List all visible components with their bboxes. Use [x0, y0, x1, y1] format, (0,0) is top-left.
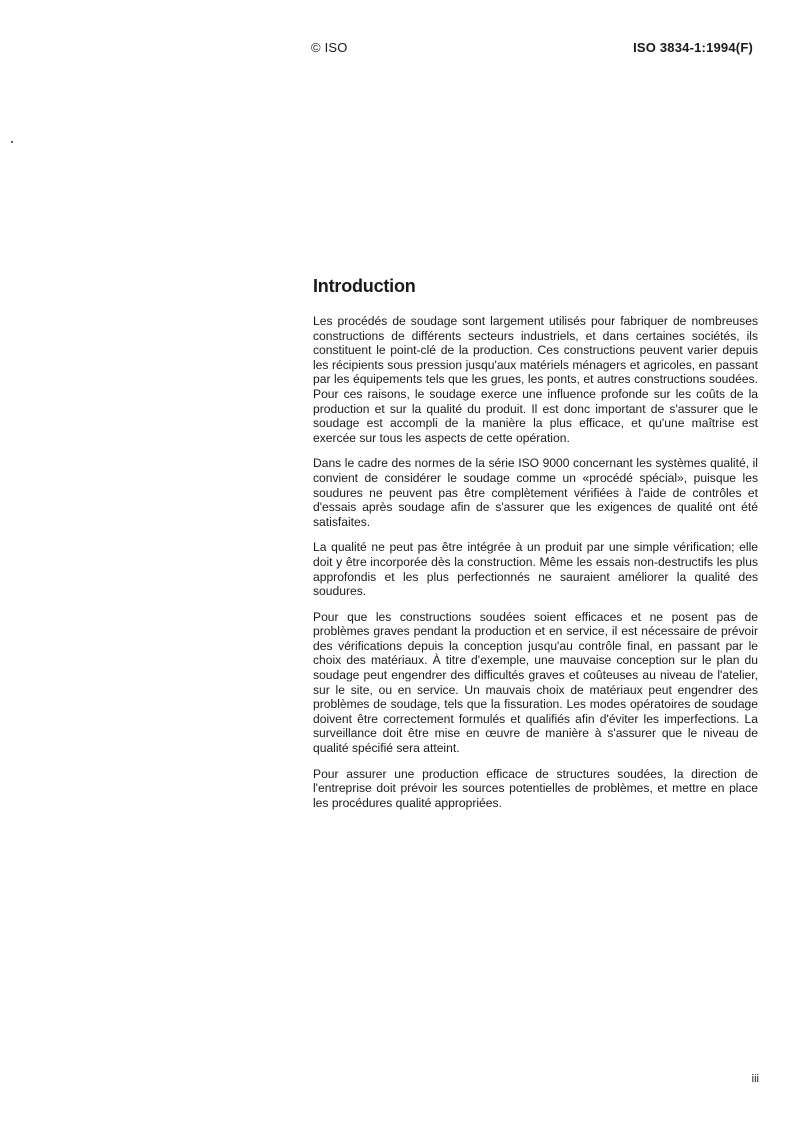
- scan-speck: [11, 141, 13, 143]
- section-title: Introduction: [313, 276, 416, 296]
- section-body: [313, 314, 758, 821]
- header-copyright: © ISO: [311, 40, 348, 55]
- paragraph-5: Pour assurer une production efficace de structures soudées, la direction de l'entreprise doit prévoir les sources potentielles de problèmes, et mettre en place les procédures qualité appropriées.: [313, 766, 758, 810]
- paragraph-3: La qualité ne peut pas être intégrée à un produit par une simple vérification; elle doit y être incorporée dès la construction. Même les essais non-destructifs les plus approfondis et les plus perfectionnés ne sauraient améliorer la qualité des soudures.: [313, 540, 758, 599]
- paragraph-4: Pour que les constructions soudées soient efficaces et ne posent pas de problèmes graves pendant la production et en service, il est nécessaire de prévoir des vérifications depuis la conception jusqu'au contrôle final, en passant par le choix des matériaux. À titre d'exemple, une mauvaise conception sur le plan du soudage peut engendrer des difficultés graves et coûteuses au niveau de l'atelier, sur le site, ou en service. Un mauvais choix de matériaux peut engendrer des problèmes de soudage, tels que la fissuration. Les modes opératoires de soudage doivent être correctement formulés et qualifiés afin d'éviter les imperfections. La surveillance doit être mise en œuvre de manière à s'assurer que le niveau de qualité spécifié sera atteint.: [313, 609, 758, 756]
- page-number: iii: [751, 1073, 759, 1085]
- paragraph-1: Les procédés de soudage sont largement utilisés pour fabriquer de nombreuses constructions de différents secteurs industriels, et dans certaines sociétés, ils constituent le point-clé de la production. Ces constructions peuvent varier depuis les récipients sous pression jusqu'aux matériels ménagers et agricoles, en passant par les équipements tels que les grues, les ponts, et autres constructions soudées. Pour ces raisons, le soudage exerce une influence profonde sur les coûts de la production et sur la qualité du produit. Il est donc important de s'assurer que le soudage est accompli de la manière la plus efficace, et qu'une maîtrise est exercée sur tous les aspects de cette opération.: [313, 314, 758, 445]
- header-standard-number: ISO 3834-1:1994(F): [633, 40, 753, 55]
- paragraph-2: Dans le cadre des normes de la série ISO 9000 concernant les systèmes qualité, il convient de considérer le soudage comme un «procédé spécial», puisque les soudures ne peuvent pas être complètement vérifiées à l'aide de contrôles et d'essais après soudage afin de s'assurer que les exigences de qualité ont été satisfaites.: [313, 456, 758, 529]
